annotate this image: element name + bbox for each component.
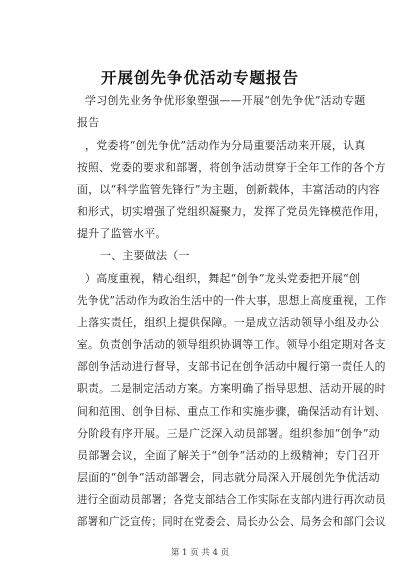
body-line: 分阶段有序开展。三是广泛深入动员部署。组织参加“创争”动 bbox=[77, 427, 380, 440]
body-line: 和形式，切实增强了党组织凝聚力，发挥了党员先锋模范作用， bbox=[77, 205, 386, 218]
body-line: 学习创先业务争优形象塑强——开展“创先争优”活动专题 bbox=[85, 94, 366, 107]
body-line: 先争优”活动作为政治生活中的一件大事，思想上高度重视，工作 bbox=[77, 294, 387, 307]
body-line: 进行全面动员部署；各党支部结合工作实际在支部内进行再次动员 bbox=[77, 493, 386, 506]
body-line: 提升了监管水平。 bbox=[77, 227, 167, 240]
body-line: 职责。二是制定活动方案。方案明确了指导思想、活动开展的时 bbox=[77, 382, 386, 395]
body-line: 间和范围、创争目标、重点工作和实施步骤，确保活动有计划、 bbox=[77, 405, 386, 418]
body-line: 部署和广泛宣传；同时在党委会、局长办公会、局务会和部门会议 bbox=[77, 515, 386, 528]
body-line: 层面的“创争”活动部署会，同志就分局深入开展创先争优活动 bbox=[77, 471, 380, 484]
body-line: ）高度重视，精心组织，舞起“创争”龙头党委把开展“创 bbox=[85, 272, 361, 285]
body-line: 室。负责创争活动的领导组织协调等工作。领导小组定期对各支 bbox=[77, 338, 386, 351]
document-title: 开展创先争优活动专题报告 bbox=[100, 68, 299, 87]
body-line: 员部署会议，全面了解关于“创争”活动的上级精神；专门召开 bbox=[77, 449, 380, 462]
page-footer: 第 1 页 共 4 页 bbox=[170, 548, 230, 558]
body-line: 按照、党委的要求和部署，将创争活动贯穿于全年工作的各个方 bbox=[77, 161, 386, 174]
body-line: 报告 bbox=[77, 116, 100, 129]
body-line: 面，以“科学监管先锋行”为主题，创新载体，丰富活动的内容 bbox=[77, 183, 380, 196]
document-body bbox=[0, 90, 400, 530]
body-line: ，党委将“创先争优”活动作为分局重要活动来开展，认真 bbox=[85, 139, 366, 152]
section-heading: 一、主要做法（一 bbox=[100, 249, 190, 262]
body-line: 上落实责任，组织上提供保障。一是成立活动领导小组及办公 bbox=[77, 316, 380, 329]
body-line: 部创争活动进行督导，支部书记在创争活动中履行第一责任人的 bbox=[77, 360, 386, 373]
